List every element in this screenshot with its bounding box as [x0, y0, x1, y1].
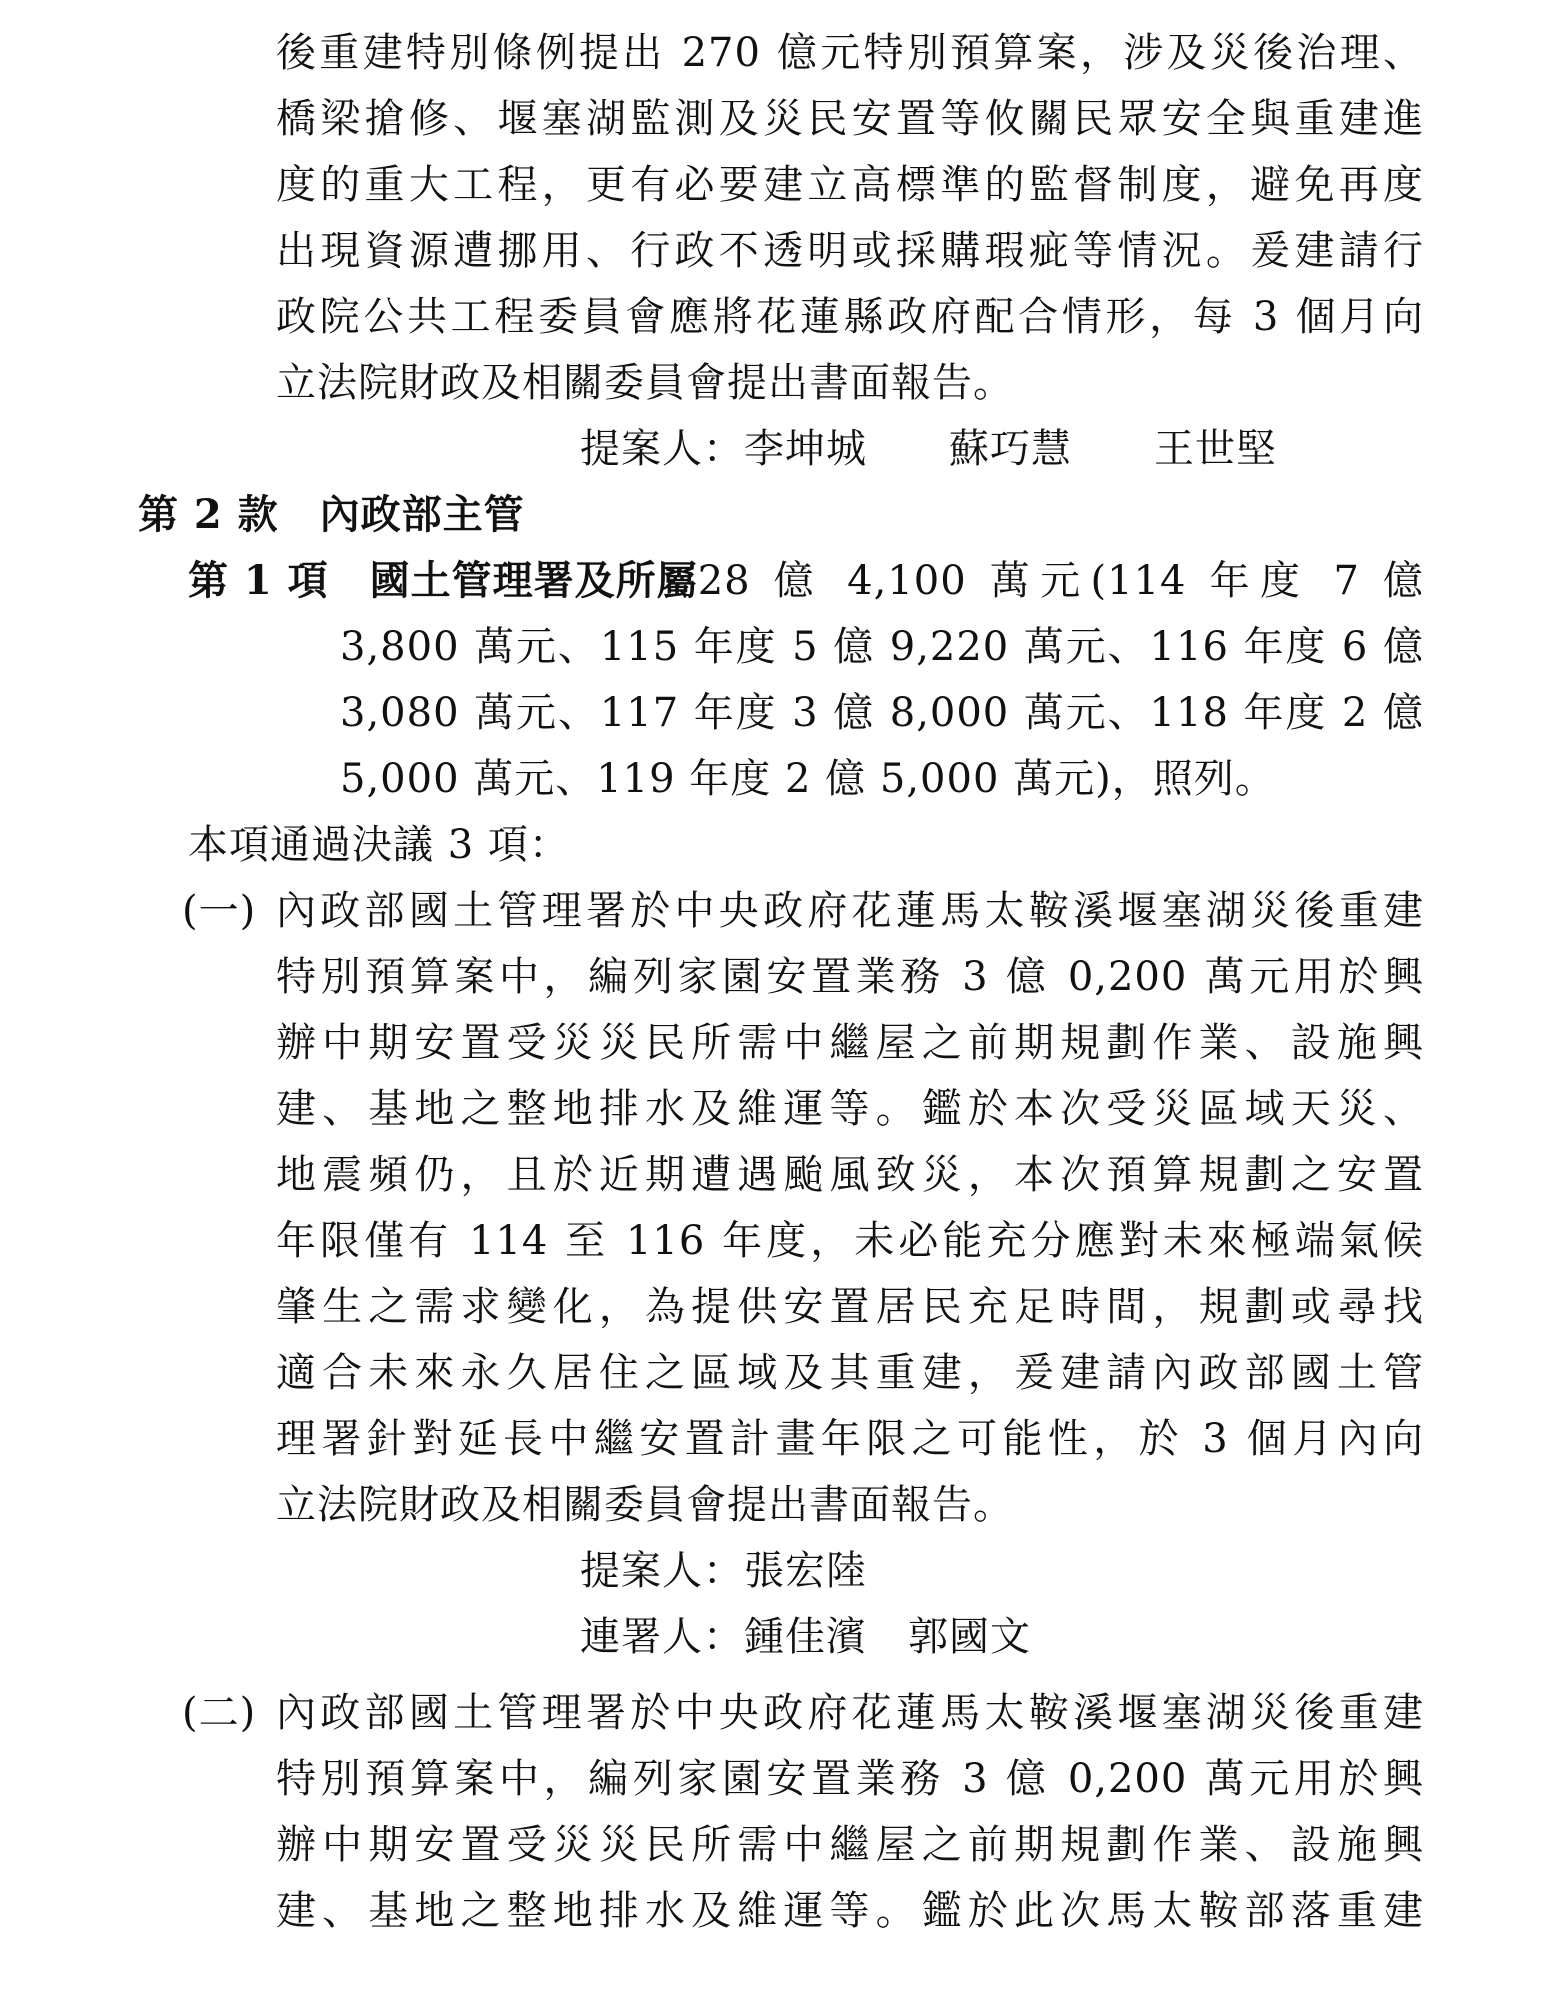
text-line: 度的重大工程，更有必要建立高標準的監督制度，避免再度	[276, 162, 1424, 208]
text-line: 5,000 萬元、119 年度 2 億 5,000 萬元)，照列。	[340, 756, 1276, 802]
text-line: 內政部國土管理署於中央政府花蓮馬太鞍溪堰塞湖災後重建	[276, 888, 1424, 934]
cosigner-line: 連署人：鍾佳濱 郭國文	[580, 1614, 1031, 1660]
text-line: 出現資源遭挪用、行政不透明或採購瑕疵等情況。爰建請行	[276, 228, 1424, 274]
text-line: 內政部國土管理署於中央政府花蓮馬太鞍溪堰塞湖災後重建	[276, 1690, 1424, 1736]
text-line: 立法院財政及相關委員會提出書面報告。	[276, 360, 1014, 406]
text-line: 3,800 萬元、115 年度 5 億 9,220 萬元、116 年度 6 億	[340, 624, 1424, 670]
text-line: 後重建特別條例提出 270 億元特別預算案，涉及災後治理、	[276, 30, 1424, 76]
text-line: 特別預算案中，編列家園安置業務 3 億 0,200 萬元用於興	[276, 954, 1424, 1000]
text-line: 建、基地之整地排水及維運等。鑑於此次馬太鞍部落重建	[276, 1888, 1424, 1934]
resolution-1-marker: (一)	[182, 888, 257, 934]
resolution-2-marker: (二)	[182, 1690, 257, 1736]
text-line: 年限僅有 114 至 116 年度，未必能充分應對未來極端氣候	[276, 1218, 1424, 1264]
resolution-1-paragraph	[276, 878, 1424, 1538]
item-label: 第 1 項 國土管理署及所屬	[188, 557, 698, 604]
text-line: 適合未來永久居住之區域及其重建，爰建請內政部國土管	[276, 1350, 1424, 1396]
proposer-line: 提案人：李坤城 蘇巧慧 王世堅	[580, 426, 1277, 472]
resolution-intro: 本項通過決議 3 項：	[188, 822, 570, 868]
proposer-line: 提案人：張宏陸	[580, 1548, 867, 1594]
text-line: 政院公共工程委員會應將花蓮縣政府配合情形，每 3 個月向	[276, 294, 1424, 340]
text-line: 橋梁搶修、堰塞湖監測及災民安置等攸關民眾安全與重建進	[276, 96, 1424, 142]
text-line: 辦中期安置受災災民所需中繼屋之前期規劃作業、設施興	[276, 1822, 1424, 1868]
text-line: 特別預算案中，編列家園安置業務 3 億 0,200 萬元用於興	[276, 1756, 1424, 1802]
item-continuation	[340, 614, 1424, 812]
continuation-paragraph	[276, 20, 1424, 416]
section-heading: 第 2 款 內政部主管	[138, 491, 525, 538]
text-line: 建、基地之整地排水及維運等。鑑於本次受災區域天災、	[276, 1086, 1424, 1132]
text-line: 理署針對延長中繼安置計畫年限之可能性，於 3 個月內向	[276, 1416, 1424, 1462]
item-amount: 28 億 4,100 萬元(114 年度 7 億	[697, 558, 1424, 604]
item-first-line	[188, 548, 1424, 614]
resolution-2-paragraph	[276, 1680, 1424, 1944]
text-line: 肇生之需求變化，為提供安置居民充足時間，規劃或尋找	[276, 1284, 1424, 1330]
text-line: 地震頻仍，且於近期遭遇颱風致災，本次預算規劃之安置	[276, 1152, 1424, 1198]
text-line: 3,080 萬元、117 年度 3 億 8,000 萬元、118 年度 2 億	[340, 690, 1424, 736]
text-line: 立法院財政及相關委員會提出書面報告。	[276, 1482, 1014, 1528]
text-line: 辦中期安置受災災民所需中繼屋之前期規劃作業、設施興	[276, 1020, 1424, 1066]
